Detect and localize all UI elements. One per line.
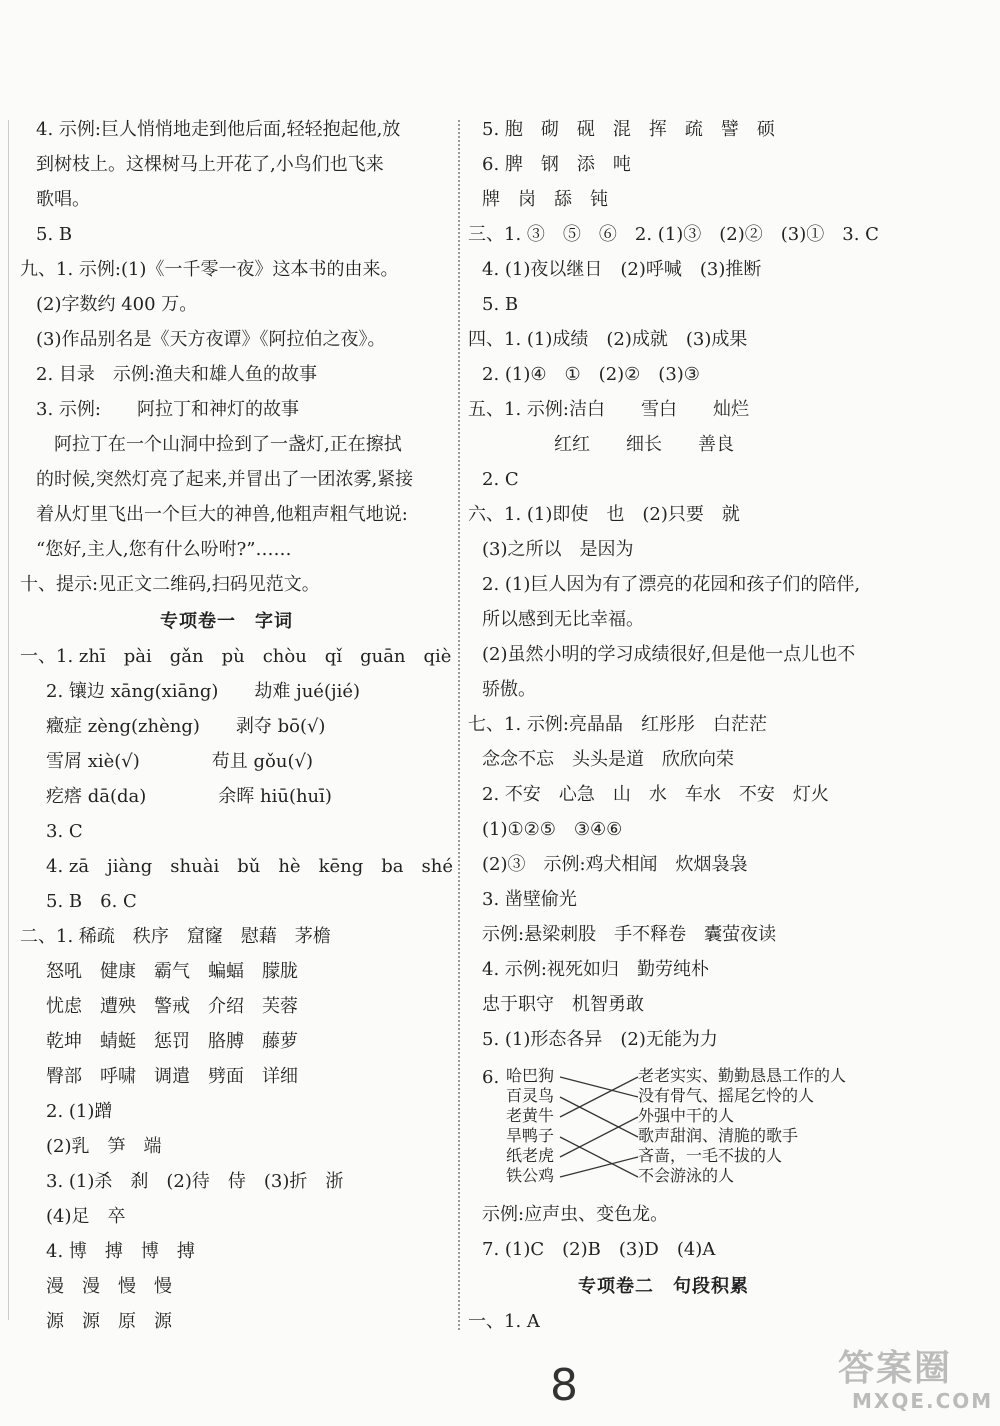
answer-line: 一、1. A (468, 1311, 540, 1332)
section-heading-four: 四、1. (1)成绩 (2)成就 (3)成果 (468, 329, 748, 350)
match-link-line (560, 1077, 638, 1097)
match-left-item: 铁公鸡 (506, 1166, 555, 1185)
answer-line: (2)乳 笋 端 (46, 1136, 162, 1157)
page-number: 8 (550, 1360, 578, 1411)
answer-line: 2. C (482, 469, 519, 490)
section-title-vocabulary: 专项卷一 字词 (160, 611, 293, 632)
match-link-line (560, 1077, 638, 1117)
match-right-item: 外强中干的人 (638, 1106, 735, 1125)
answer-line: 牌 岗 舔 钝 (482, 189, 608, 210)
section-heading-five: 五、1. 示例:洁白 雪白 灿烂 (468, 399, 749, 420)
answer-line: 2. (1)巨人因为有了漂亮的花园和孩子们的陪伴, (482, 574, 861, 595)
answer-line: 的时候,突然灯亮了起来,并冒出了一团浓雾,紧接 (36, 469, 414, 490)
question-number: 6. (482, 1067, 500, 1088)
answer-line: 示例:悬梁刺股 手不释卷 囊萤夜读 (482, 924, 777, 945)
answer-line: 骄傲。 (482, 679, 536, 700)
answer-line: 红红 细长 善良 (554, 434, 734, 455)
watermark-text: 答案圈 (838, 1348, 953, 1389)
answer-line: 2. (1)蹭 (46, 1101, 113, 1122)
answer-line: (2)③ 示例:鸡犬相闻 炊烟袅袅 (482, 854, 748, 875)
answer-line: 所以感到无比幸福。 (482, 609, 644, 630)
answer-line: 漫 漫 慢 慢 (46, 1276, 172, 1297)
answer-line: 4. 示例:视死如归 勤劳纯朴 (482, 959, 709, 980)
word-row: 乾坤 蜻蜓 惩罚 胳膊 藤萝 (46, 1031, 298, 1052)
answer-line: (4)足 卒 (46, 1206, 126, 1227)
answer-line: 4. 示例:巨人悄悄地走到他后面,轻轻抱起他,放 (36, 119, 401, 140)
answer-line: 2. 目录 示例:渔夫和雄人鱼的故事 (36, 364, 317, 385)
answer-line: 雪屑 xiè(√) 苟且 gǒu(√) (46, 751, 313, 772)
section-heading-six: 六、1. (1)即使 也 (2)只要 就 (468, 504, 740, 525)
section-heading-three: 三、1. ③ ⑤ ⑥ 2. (1)③ (2)② (3)① 3. C (468, 224, 879, 245)
answer-line: 3. 示例: 阿拉丁和神灯的故事 (36, 399, 299, 420)
section-heading-ten: 十、提示:见正文二维码,扫码见范文。 (20, 574, 320, 595)
match-link-line (560, 1097, 638, 1137)
answer-line: (3)之所以 是因为 (482, 539, 634, 560)
match-link-line (560, 1117, 638, 1157)
answer-line: 阿拉丁在一个山洞中捡到了一盏灯,正在擦拭 (36, 434, 402, 455)
word-row: 怒吼 健康 霸气 蝙蝠 朦胧 (46, 961, 298, 982)
answer-line: (2)字数约 400 万。 (36, 294, 198, 315)
answer-line: 3. 凿壁偷光 (482, 889, 577, 910)
answer-line: 示例:应声虫、变色龙。 (482, 1204, 669, 1225)
match-left-item: 旱鸭子 (506, 1126, 555, 1145)
answer-line: (2)虽然小明的学习成绩很好,但是他一点儿也不 (482, 644, 856, 665)
answer-line: 2. 镶边 xāng(xiāng) 劫难 jué(jié) (46, 681, 360, 702)
match-right-item: 不会游泳的人 (638, 1166, 735, 1185)
answer-line: 2. 不安 心急 山 水 车水 不安 灯火 (482, 784, 829, 805)
answer-line: (3)作品别名是《天方夜谭》《阿拉伯之夜》。 (36, 329, 386, 350)
answer-line: (1)①②⑤ ③④⑥ (482, 819, 623, 840)
watermark (838, 1340, 993, 1413)
match-right-item: 歌声甜润、清脆的歌手 (638, 1126, 799, 1145)
match-link-line (560, 1157, 638, 1177)
answer-line: 4. 博 搏 博 搏 (46, 1241, 195, 1262)
match-right-item: 吝啬，一毛不拔的人 (638, 1146, 783, 1165)
answer-line: 2. (1)④ ① (2)② (3)③ (482, 364, 700, 385)
answer-line: 着从灯里飞出一个巨大的神兽,他粗声粗气地说: (36, 504, 408, 525)
answer-line: 癥症 zèng(zhèng) 剥夺 bō(√) (46, 716, 326, 737)
match-left-item: 老黄牛 (506, 1106, 555, 1125)
match-left-item: 百灵鸟 (506, 1086, 555, 1105)
answer-line: 忠于职守 机智勇敢 (482, 994, 644, 1015)
section-heading-seven: 七、1. 示例:亮晶晶 红彤彤 白茫茫 (468, 714, 767, 735)
answer-line: 5. (1)形态各异 (2)无能为力 (482, 1029, 718, 1050)
matching-exercise (506, 1066, 866, 1196)
watermark-url: MXQE.COM (852, 1389, 994, 1413)
word-row: 臀部 呼啸 调遣 劈面 详细 (46, 1066, 298, 1087)
match-right-item: 老老实实、勤勤恳恳工作的人 (638, 1066, 847, 1085)
answer-line: 3. C (46, 821, 83, 842)
match-left-item: 哈巴狗 (506, 1066, 555, 1085)
answer-line: 5. B (36, 224, 73, 245)
match-left-item: 纸老虎 (506, 1146, 555, 1165)
answer-line: 3. (1)杀 刹 (2)待 侍 (3)折 浙 (46, 1171, 344, 1192)
column-divider (458, 120, 460, 1330)
answer-line: 4. (1)夜以继日 (2)呼喊 (3)推断 (482, 259, 762, 280)
match-link-line (560, 1137, 638, 1177)
pinyin-line: 一、1. zhī pài gǎn pù chòu qǐ guān qiè (20, 646, 452, 667)
answer-line: 歌唱。 (36, 189, 90, 210)
answer-line: 5. B 6. C (46, 891, 137, 912)
section-heading-two: 二、1. 稀疏 秩序 窟窿 慰藉 茅檐 (20, 926, 331, 947)
answer-line: 6. 脾 钢 添 吨 (482, 154, 631, 175)
section-heading-nine: 九、1. 示例:(1)《一千零一夜》这本书的由来。 (20, 259, 399, 280)
section-title-sentences: 专项卷二 句段积累 (578, 1276, 749, 1297)
word-row: 忧虑 遭殃 警戒 介绍 芙蓉 (46, 996, 298, 1017)
answer-line: “您好,主人,您有什么吩咐?”…… (36, 539, 292, 560)
answer-line: 5. 胞 砌 砚 混 挥 疏 譬 硕 (482, 119, 775, 140)
answer-line: 源 源 原 源 (46, 1311, 172, 1332)
answer-line: 7. (1)C (2)B (3)D (4)A (482, 1239, 716, 1260)
answer-line: 到树枝上。这棵树马上开花了,小鸟们也飞来 (36, 154, 384, 175)
page-edge-line (8, 120, 9, 1320)
match-right-item: 没有骨气、摇尾乞怜的人 (638, 1086, 815, 1105)
pinyin-line: 4. zā jiàng shuài bǔ hè kēng ba shé (46, 856, 453, 877)
answer-line: 念念不忘 头头是道 欣欣向荣 (482, 749, 734, 770)
answer-line: 疙瘩 dā(da) 余晖 hiū(huī) (46, 786, 332, 807)
answer-line: 5. B (482, 294, 519, 315)
